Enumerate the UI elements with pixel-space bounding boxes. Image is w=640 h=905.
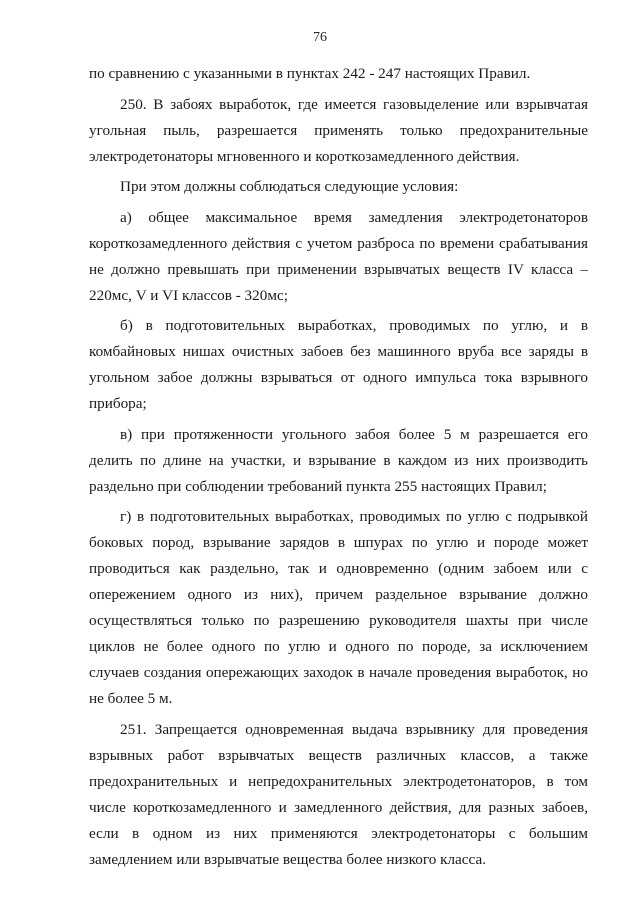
paragraph-condition-v: в) при протяженности угольного забоя более 5 м разрешается его делить по длине на участки, и взрывание в каждом из них производить раздельно при соблюдении требований пункта 255 настоящих Правил; (89, 425, 588, 495)
paragraph-item-250: 250. В забоях выработок, где имеется газовыделение или взрывчатая угольная пыль, разрешается применять только предохранительные электродетонаторы мгновенного и короткозамедленного действия. (89, 95, 588, 165)
paragraph-condition-a: а) общее максимальное время замедления электродетонаторов короткозамедленного действия с учетом разброса по времени срабатывания не должно превышать при применении взрывчатых веществ IV класса – 220мс, V и VI классов - 320мс; (89, 208, 588, 304)
paragraph-continuation: по сравнению с указанными в пунктах 242 - 247 настоящих Правил. (89, 65, 531, 82)
paragraph-conditions-intro: При этом должны соблюдаться следующие условия: (120, 178, 459, 195)
paragraph-condition-b: б) в подготовительных выработках, проводимых по углю, и в комбайновых нишах очистных забоев без машинного вруба все заряды в угольном забое должны взрываться от одного импульса тока взрывного прибора; (89, 317, 588, 412)
paragraph-item-251: 251. Запрещается одновременная выдача взрывнику для проведения взрывных работ взрывчатых веществ различных классов, а также предохранительных и непредохранительных электродетонаторов, в том числе короткозамедленного и замедленного действия, для разных забоев, если в одном из них применяются электродетонаторы с большим замедлением или взрывчатые вещества более низкого класса. (89, 720, 588, 868)
paragraph-condition-g: г) в подготовительных выработках, проводимых по углю с подрывкой боковых пород, взрывание зарядов в шпурах по углю и породе может проводиться как раздельно, так и одновременно (одним забоем или с опережением одного из них), причем раздельное взрывание должно осуществляться только по разрешению руководителя шахты при числе циклов не более одного по углю и одного по породе, за исключением случаев создания опережающих заходок в начале проведения выработок, но не более 5 м. (89, 508, 588, 707)
document-body (89, 61, 588, 877)
page-number: 76 (313, 30, 327, 45)
